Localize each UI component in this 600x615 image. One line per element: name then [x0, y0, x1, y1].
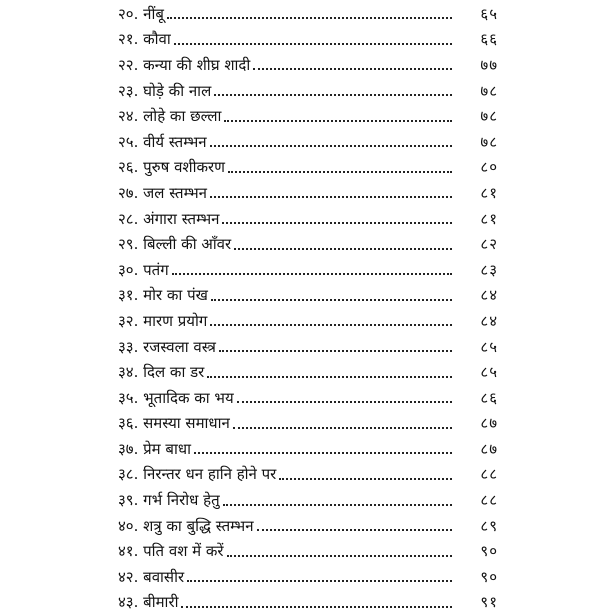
toc-entry-page: ९१ — [480, 593, 498, 612]
toc-entry — [118, 52, 498, 78]
toc-entry — [118, 283, 498, 309]
toc-entry — [118, 385, 498, 411]
toc-entry-page: ८२ — [480, 235, 498, 254]
dot-leader — [223, 504, 452, 506]
toc-entry-title: ३९. गर्भ निरोध हेतु — [118, 491, 220, 510]
dot-leader — [253, 68, 452, 70]
toc-entry-title: २३. घोड़े की नाल — [118, 81, 212, 100]
dot-leader — [210, 196, 452, 198]
table-of-contents — [118, 0, 498, 615]
dot-leader — [228, 171, 452, 173]
toc-entry-title: २५. वीर्य स्तम्भन — [118, 132, 207, 151]
dot-leader — [207, 376, 452, 378]
dot-leader — [210, 324, 452, 326]
toc-entry — [118, 334, 498, 360]
toc-entry-page: ८१ — [480, 183, 498, 202]
toc-entry — [118, 436, 498, 462]
toc-entry-page: ८४ — [480, 311, 498, 330]
toc-entry-title: ४२. बवासीर — [118, 567, 185, 586]
toc-entry-page: ९० — [480, 542, 498, 561]
toc-entry-title: ४१. पति वश में करें — [118, 542, 224, 561]
toc-entry-title: ३८. निरन्तर धन हानि होने पर — [118, 465, 277, 484]
toc-entry — [118, 206, 498, 232]
toc-entry — [118, 231, 498, 257]
toc-entry-title: २९. बिल्ली की आँवर — [118, 235, 232, 254]
toc-entry-page: ८७ — [480, 414, 498, 433]
dot-leader — [224, 120, 452, 122]
toc-entry-page: ७८ — [480, 81, 498, 100]
toc-entry-page: ८५ — [480, 363, 498, 382]
toc-entry — [118, 257, 498, 283]
toc-entry-title: २७. जल स्तम्भन — [118, 183, 207, 202]
toc-entry-page: ८६ — [480, 388, 498, 407]
dot-leader — [214, 94, 452, 96]
toc-entry-title: ३५. भूतादिक का भय — [118, 388, 234, 407]
toc-entry-title: ३०. पतंग — [118, 260, 169, 279]
toc-entry — [118, 155, 498, 181]
dot-leader — [219, 350, 452, 352]
toc-entry — [118, 411, 498, 437]
toc-entry — [118, 308, 498, 334]
dot-leader — [257, 529, 452, 531]
toc-entry-page: ८९ — [480, 516, 498, 535]
toc-entry-title: ३१. मोर का पंख — [118, 286, 208, 305]
dot-leader — [222, 222, 452, 224]
toc-entry — [118, 538, 498, 564]
toc-entry-title: ४०. शत्रु का बुद्धि स्तम्भन — [118, 516, 254, 535]
toc-entry-page: ६५ — [480, 4, 498, 23]
toc-entry-title: २२. कन्या की शीघ्र शादी — [118, 55, 251, 74]
toc-entry — [118, 564, 498, 590]
dot-leader — [174, 43, 452, 45]
toc-entry-page: ८८ — [480, 491, 498, 510]
dot-leader — [181, 606, 452, 608]
toc-entry — [118, 103, 498, 129]
toc-entry-title: २०. नींबू — [118, 4, 164, 23]
toc-entry-title: ३७. प्रेम बाधा — [118, 439, 191, 458]
toc-entry-title: ४३. बीमारी — [118, 593, 179, 612]
toc-entry-title: २८. अंगारा स्तम्भन — [118, 209, 220, 228]
toc-entry-page: ८४ — [480, 286, 498, 305]
toc-entry — [118, 27, 498, 53]
toc-entry — [118, 359, 498, 385]
toc-entry — [118, 513, 498, 539]
toc-entry-page: ६६ — [480, 30, 498, 49]
dot-leader — [172, 273, 452, 275]
dot-leader — [279, 478, 452, 480]
toc-entry — [118, 1, 498, 27]
toc-entry — [118, 129, 498, 155]
toc-entry-page: ८५ — [480, 337, 498, 356]
toc-entry-title: ३३. रजस्वला वस्त्र — [118, 337, 216, 356]
toc-entry-page: ७८ — [480, 107, 498, 126]
toc-entry-page: ७८ — [480, 132, 498, 151]
toc-entry — [118, 590, 498, 615]
dot-leader — [227, 555, 452, 557]
toc-entry — [118, 78, 498, 104]
dot-leader — [237, 401, 452, 403]
toc-entry-page: ८८ — [480, 465, 498, 484]
dot-leader — [234, 248, 452, 250]
toc-entry-page: ८७ — [480, 439, 498, 458]
toc-entry-page: ७७ — [480, 55, 498, 74]
toc-entry — [118, 462, 498, 488]
toc-entry-title: २६. पुरुष वशीकरण — [118, 158, 225, 177]
toc-entry-page: ८३ — [480, 260, 498, 279]
toc-entry-page: ८० — [480, 158, 498, 177]
dot-leader — [210, 145, 452, 147]
toc-entry-page: ९० — [480, 567, 498, 586]
toc-entry-title: ३४. दिल का डर — [118, 363, 205, 382]
toc-entry-title: ३६. समस्या समाधान — [118, 414, 230, 433]
toc-entry — [118, 487, 498, 513]
toc-entry-title: ३२. मारण प्रयोग — [118, 311, 208, 330]
toc-entry-title: २४. लोहे का छल्ला — [118, 107, 222, 126]
dot-leader — [167, 17, 452, 19]
toc-entry-title: २१. कौवा — [118, 30, 171, 49]
toc-entry-page: ८१ — [480, 209, 498, 228]
dot-leader — [211, 299, 452, 301]
dot-leader — [194, 452, 452, 454]
dot-leader — [233, 427, 452, 429]
dot-leader — [187, 580, 452, 582]
toc-entry — [118, 180, 498, 206]
